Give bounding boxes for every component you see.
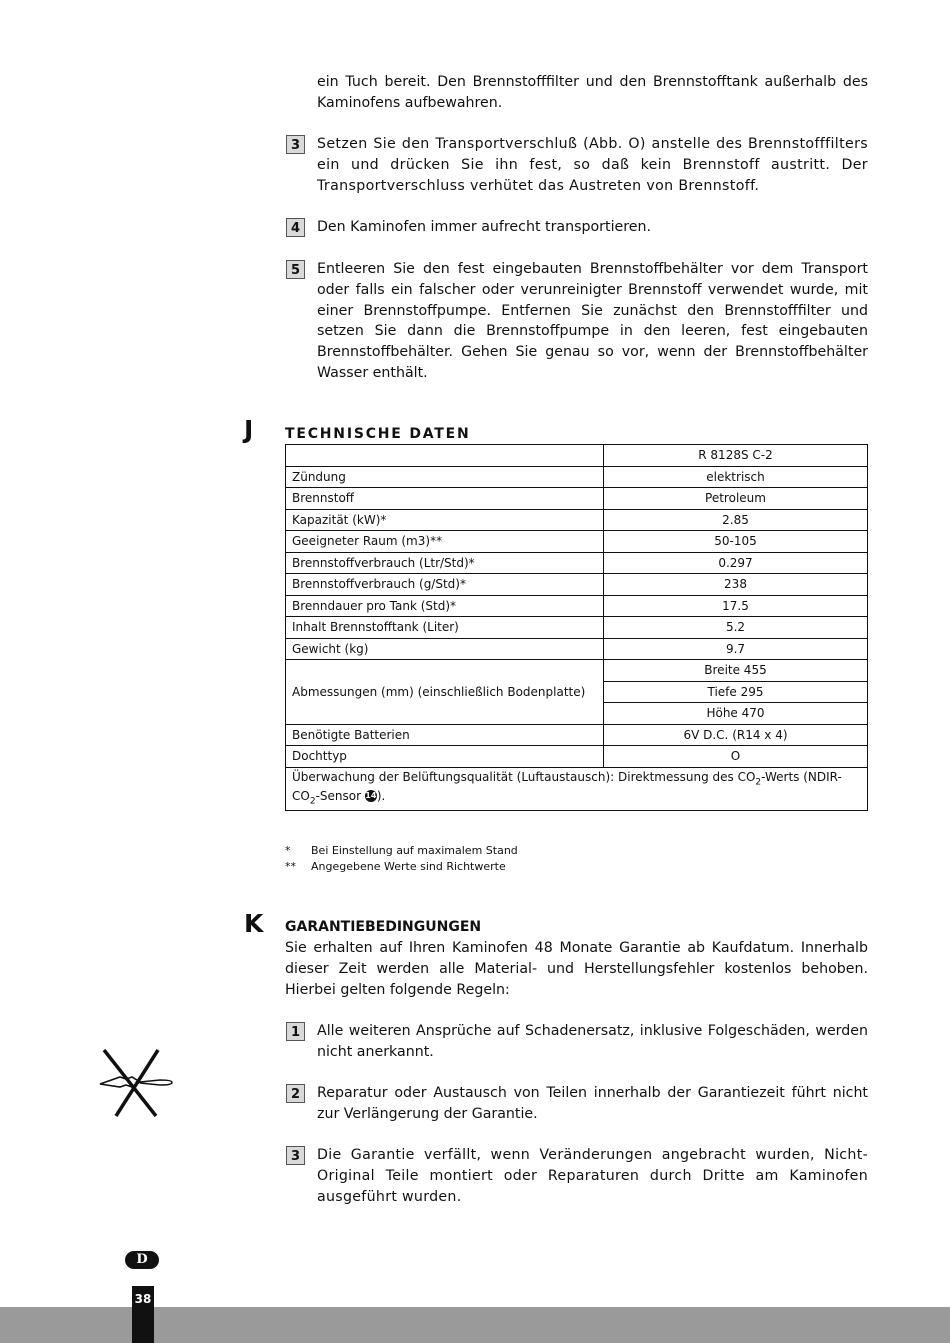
language-badge: D bbox=[125, 1251, 159, 1269]
warranty-intro: Sie erhalten auf Ihren Kaminofen 48 Monate Garantie ab Kaufdatum. Innerhalb dieser Zeit werden alle Material- und Herstellungsfehler kostenlos behoben. Hierbei gelten folgende Regeln: bbox=[285, 940, 868, 998]
item-text: Die Garantie verfällt, wenn Veränderungen angebracht wurden, Nicht-Original Teile montiert oder Reparaturen durch Dritte am Kaminofen ausgeführt wurden. bbox=[317, 1147, 868, 1205]
item-number: 3 bbox=[286, 1146, 305, 1165]
table-row bbox=[286, 509, 868, 531]
section-letter: K bbox=[244, 909, 264, 938]
table-row bbox=[286, 724, 868, 746]
row-value: 50-105 bbox=[604, 531, 868, 553]
subscript: 2 bbox=[755, 776, 762, 787]
row-label: Brennstoffverbrauch (Ltr/Std)* bbox=[286, 552, 604, 574]
section-letter: J bbox=[244, 415, 254, 444]
table-row bbox=[286, 638, 868, 660]
dimension-width: Breite 455 bbox=[604, 660, 868, 682]
row-value: 5.2 bbox=[604, 617, 868, 639]
row-label: Brennstoff bbox=[286, 488, 604, 510]
callout-number-icon: 14 bbox=[365, 791, 377, 801]
dimensions-label: Abmessungen (mm) (einschließlich Bodenplatte) bbox=[286, 660, 604, 725]
row-value: Petroleum bbox=[604, 488, 868, 510]
item-text: Reparatur oder Austausch von Teilen innerhalb der Garantiezeit führt nicht zur Verlängerung der Garantie. bbox=[317, 1085, 868, 1122]
section-title: TECHNISCHE DATEN bbox=[285, 426, 471, 442]
subscript: 2 bbox=[309, 796, 316, 807]
row-value: 0.297 bbox=[604, 552, 868, 574]
row-label: Zündung bbox=[286, 466, 604, 488]
ventilation-text: -Sensor bbox=[315, 788, 365, 803]
step-text: Entleeren Sie den fest eingebauten Brennstoffbehälter vor dem Transport oder falls ein falscher oder verunreinigter Brennstoff verwendet wurde, mit einer Brennstoffpumpe. Entfernen Sie zunächst den Brennstofffilter und setzen Sie dann die Brennstoffpumpe in den leeren, fest eingebauten Brennstoffbehälter. Gehen Sie genau so vor, wenn der Brennstoffbehälter Wasser enthält. bbox=[317, 261, 868, 381]
step-number: 5 bbox=[286, 260, 305, 279]
crossed-out-screwdriver-icon bbox=[96, 1046, 176, 1121]
row-label: Kapazität (kW)* bbox=[286, 509, 604, 531]
item-number: 1 bbox=[286, 1022, 305, 1041]
section-title: GARANTIEBEDINGUNGEN bbox=[285, 919, 482, 935]
page-number: 38 bbox=[134, 1292, 152, 1306]
item-number: 2 bbox=[286, 1084, 305, 1103]
step-number: 3 bbox=[286, 135, 305, 154]
step-text: Setzen Sie den Transportverschluß (Abb. O) anstelle des Brennstofffilters ein und drücken Sie ihn fest, so daß kein Brennstoff austritt. Der Transportverschluss verhütet das Austreten von Brennstoff. bbox=[317, 136, 868, 194]
row-value: O bbox=[604, 746, 868, 768]
table-row bbox=[286, 445, 868, 467]
ventilation-text: ). bbox=[376, 788, 386, 803]
row-value: elektrisch bbox=[604, 466, 868, 488]
table-row bbox=[286, 746, 868, 768]
table-row bbox=[286, 552, 868, 574]
table-cell-empty bbox=[286, 445, 604, 467]
footnote-text: Angegebene Werte sind Richtwerte bbox=[311, 860, 506, 873]
table-row bbox=[286, 767, 868, 811]
row-label: Geeigneter Raum (m3)** bbox=[286, 531, 604, 553]
table-row bbox=[286, 617, 868, 639]
row-label: Benötigte Batterien bbox=[286, 724, 604, 746]
row-label: Dochttyp bbox=[286, 746, 604, 768]
row-label: Brennstoffverbrauch (g/Std)* bbox=[286, 574, 604, 596]
row-value: 6V D.C. (R14 x 4) bbox=[604, 724, 868, 746]
dimension-depth: Tiefe 295 bbox=[604, 681, 868, 703]
row-label: Brenndauer pro Tank (Std)* bbox=[286, 595, 604, 617]
dimension-height: Höhe 470 bbox=[604, 703, 868, 725]
ventilation-text: CO bbox=[292, 788, 310, 803]
row-value: 9.7 bbox=[604, 638, 868, 660]
ventilation-text: Überwachung der Belüftungsqualität (Luftaustausch): Direktmessung des CO bbox=[292, 769, 756, 784]
row-value: 238 bbox=[604, 574, 868, 596]
step-number: 4 bbox=[286, 218, 305, 237]
footnote bbox=[285, 844, 785, 858]
table-row bbox=[286, 660, 868, 682]
footnote-mark: * bbox=[285, 844, 291, 857]
ventilation-note-cell bbox=[286, 767, 868, 811]
table-row bbox=[286, 595, 868, 617]
table-row bbox=[286, 531, 868, 553]
table-row bbox=[286, 488, 868, 510]
intro-paragraph: ein Tuch bereit. Den Brennstofffilter und den Brennstofftank außerhalb des Kaminofens aufbewahren. bbox=[317, 74, 868, 111]
footnote-text: Bei Einstellung auf maximalem Stand bbox=[311, 844, 518, 857]
row-label: Inhalt Brennstofftank (Liter) bbox=[286, 617, 604, 639]
footnote-mark: ** bbox=[285, 860, 296, 873]
ventilation-text: -Werts (NDIR- bbox=[761, 769, 842, 784]
table-row bbox=[286, 574, 868, 596]
table-row bbox=[286, 466, 868, 488]
step-text: Den Kaminofen immer aufrecht transportieren. bbox=[317, 219, 651, 235]
row-value: 17.5 bbox=[604, 595, 868, 617]
row-value: 2.85 bbox=[604, 509, 868, 531]
model-cell: R 8128S C-2 bbox=[604, 445, 868, 467]
footnote bbox=[285, 860, 785, 874]
item-text: Alle weiteren Ansprüche auf Schadenersatz, inklusive Folgeschäden, werden nicht anerkannt. bbox=[317, 1023, 868, 1060]
row-label: Gewicht (kg) bbox=[286, 638, 604, 660]
technical-data-table bbox=[285, 444, 868, 811]
